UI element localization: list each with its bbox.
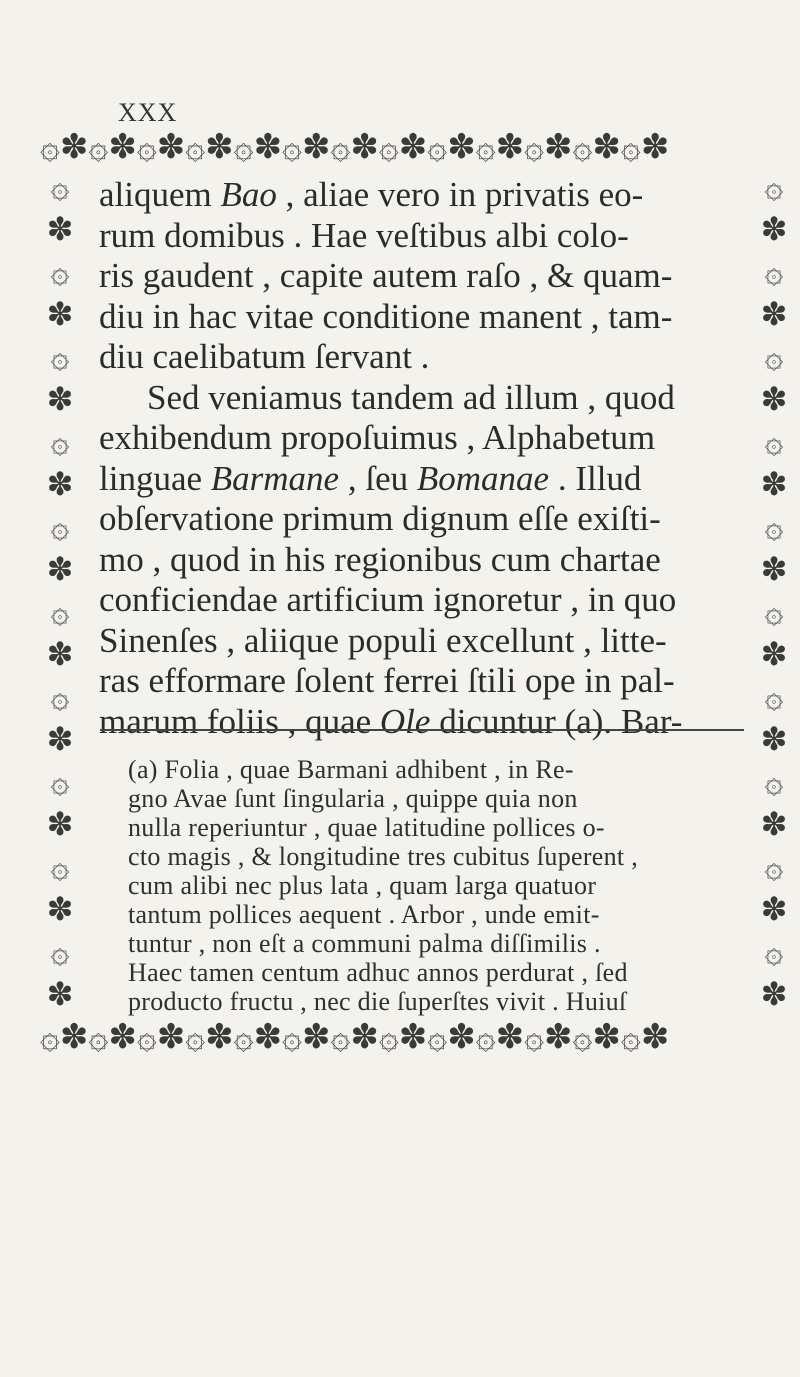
cross-flower-icon: ✽: [46, 210, 74, 247]
cross-flower-icon: ✽: [46, 805, 74, 842]
text-line: Sed veniamus tandem ad illum , quod: [147, 377, 675, 417]
footnote-line: producto fructu , nec die ſuperſtes vivit . Huiuſ: [128, 987, 627, 1016]
text-line: ris gaudent , capite autem raſo , & quam-: [99, 256, 673, 295]
footnote-line: cto magis , & longitudine tres cubitus ſuperent ,: [128, 842, 639, 871]
footnote-separator: [100, 729, 744, 731]
footnote-line: tantum pollices aequent . Arbor , unde emit-: [128, 900, 600, 929]
rosette-icon: ۞: [764, 933, 784, 970]
text-line: diu caelibatum ſervant .: [99, 337, 430, 376]
rosette-icon: ۞: [764, 763, 784, 800]
text-line: mo , quod in his regionibus cum chartae: [99, 539, 661, 579]
rosette-icon: ۞: [50, 763, 70, 800]
rosette-icon: ۞: [764, 253, 784, 290]
rosette-icon: ۞: [764, 338, 784, 375]
rosette-icon: ۞: [50, 848, 70, 885]
cross-flower-icon: ✽: [46, 720, 74, 757]
page-number: XXX: [118, 98, 178, 127]
text-line: aliquem Bao , aliae vero in privatis eo-: [99, 175, 644, 214]
rosette-icon: ۞: [764, 678, 784, 715]
text-line: ras efformare ſolent ferrei ſtili ope in pal-: [99, 661, 675, 700]
cross-flower-icon: ✽: [760, 720, 788, 757]
rosette-icon: ۞: [764, 848, 784, 885]
text-line: conficiendae artificium ignoretur , in quo: [99, 580, 677, 619]
ornamental-border-top: ۞✽۞✽۞✽۞✽۞✽۞✽۞✽۞✽۞✽۞✽۞✽۞✽۞✽: [40, 128, 670, 166]
footnote-line: Haec tamen centum adhuc annos perdurat , ſed: [128, 958, 628, 987]
text-line: rum domibus . Hae veſtibus albi colo-: [99, 215, 629, 255]
footnote-block: [128, 755, 748, 1016]
rosette-icon: ۞: [50, 423, 70, 460]
footnote-line: gno Avae ſunt ſingularia , quippe quia non: [128, 784, 578, 813]
cross-flower-icon: ✽: [760, 550, 788, 587]
cross-flower-icon: ✽: [760, 210, 788, 247]
ornamental-border-bottom: ۞✽۞✽۞✽۞✽۞✽۞✽۞✽۞✽۞✽۞✽۞✽۞✽۞✽: [40, 1018, 670, 1056]
rosette-icon: ۞: [50, 508, 70, 545]
text-line: marum foliis , quae Ole dicuntur (a). Bar-: [99, 701, 683, 741]
rosette-icon: ۞: [764, 593, 784, 630]
cross-flower-icon: ✽: [46, 465, 74, 502]
cross-flower-icon: ✽: [760, 295, 788, 332]
cross-flower-icon: ✽: [760, 635, 788, 672]
rosette-icon: ۞: [764, 170, 784, 204]
rosette-icon: ۞: [50, 338, 70, 375]
ornamental-border-right: [752, 170, 796, 1010]
rosette-icon: ۞: [50, 253, 70, 290]
rosette-icon: ۞: [764, 508, 784, 545]
rosette-icon: ۞: [50, 593, 70, 630]
cross-flower-icon: ✽: [760, 975, 788, 1010]
text-line: linguae Barmane , ſeu Bomanae . Illud: [99, 458, 642, 498]
cross-flower-icon: ✽: [46, 380, 74, 417]
footnote-line: tuntur , non eſt a communi palma diſſimilis .: [128, 929, 601, 958]
rosette-icon: ۞: [50, 933, 70, 970]
rosette-icon: ۞: [764, 423, 784, 460]
main-text-block: [99, 175, 744, 742]
footnote-line: cum alibi nec plus lata , quam larga quatuor: [128, 871, 597, 900]
text-line: Sinenſes , aliique populi excellunt , litte-: [99, 620, 667, 660]
ornamental-border-left: [38, 170, 82, 1010]
text-line: exhibendum propoſuimus , Alphabetum: [99, 418, 656, 457]
rosette-icon: ۞: [50, 678, 70, 715]
rosette-icon: ۞: [50, 170, 70, 204]
cross-flower-icon: ✽: [760, 890, 788, 927]
cross-flower-icon: ✽: [760, 805, 788, 842]
cross-flower-icon: ✽: [760, 380, 788, 417]
cross-flower-icon: ✽: [46, 550, 74, 587]
footnote-line: nulla reperiuntur , quae latitudine pollices o-: [128, 813, 605, 842]
cross-flower-icon: ✽: [46, 890, 74, 927]
cross-flower-icon: ✽: [46, 975, 74, 1010]
cross-flower-icon: ✽: [46, 295, 74, 332]
text-line: obſervatione primum dignum eſſe exiſti-: [99, 499, 661, 538]
text-line: diu in hac vitae conditione manent , tam-: [99, 296, 673, 336]
cross-flower-icon: ✽: [760, 465, 788, 502]
cross-flower-icon: ✽: [46, 635, 74, 672]
footnote-line: (a) Folia , quae Barmani adhibent , in Re-: [128, 755, 574, 784]
